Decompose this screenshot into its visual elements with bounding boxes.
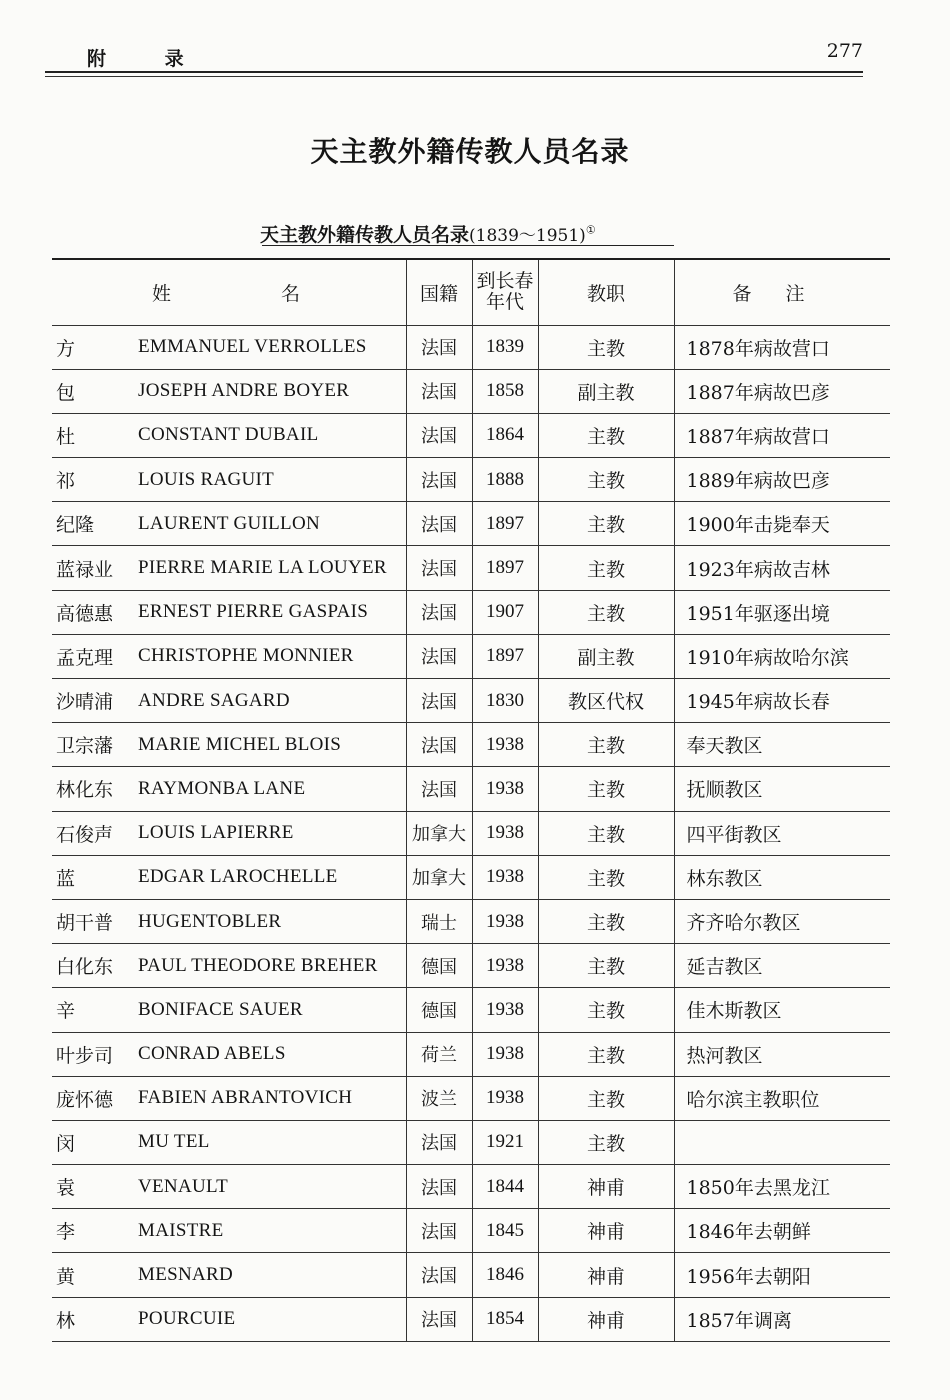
header-arrival-year-line1: 到长春: [476, 271, 534, 293]
cell-western-name: HUGENTOBLER: [138, 899, 406, 943]
cell-western-name: ERNEST PIERRE GASPAIS: [138, 590, 406, 634]
table-row: [52, 546, 890, 590]
cell-arrival-year: 1938: [472, 899, 538, 943]
cell-position: 主教: [538, 811, 674, 855]
table-row: [52, 1253, 890, 1297]
cell-arrival-year: 1845: [472, 1209, 538, 1253]
cell-arrival-year: 1897: [472, 546, 538, 590]
cell-remarks: 1889年病故巴彦: [674, 458, 890, 502]
header-rule: [45, 71, 863, 73]
table-row: [52, 679, 890, 723]
cell-nationality: 法国: [406, 325, 472, 369]
cell-western-name: JOSEPH ANDRE BOYER: [138, 369, 406, 413]
cell-arrival-year: 1830: [472, 679, 538, 723]
cell-position: 主教: [538, 1076, 674, 1120]
cell-remarks: 哈尔滨主教职位: [674, 1076, 890, 1120]
cell-nationality: 法国: [406, 590, 472, 634]
cell-western-name: MAISTRE: [138, 1209, 406, 1253]
cell-western-name: BONIFACE SAUER: [138, 988, 406, 1032]
cell-remarks: 抚顺教区: [674, 767, 890, 811]
cell-position: 主教: [538, 413, 674, 457]
cell-chinese-name: 杜: [52, 413, 138, 457]
cell-chinese-name: 蓝: [52, 855, 138, 899]
cell-arrival-year: 1844: [472, 1165, 538, 1209]
cell-western-name: MESNARD: [138, 1253, 406, 1297]
cell-chinese-name: 林: [52, 1297, 138, 1341]
cell-western-name: PIERRE MARIE LA LOUYER: [138, 546, 406, 590]
cell-western-name: VENAULT: [138, 1165, 406, 1209]
cell-western-name: EMMANUEL VERROLLES: [138, 325, 406, 369]
cell-remarks: 齐齐哈尔教区: [674, 899, 890, 943]
cell-position: 主教: [538, 502, 674, 546]
table-row: [52, 1076, 890, 1120]
cell-western-name: MARIE MICHEL BLOIS: [138, 723, 406, 767]
cell-remarks: [674, 1120, 890, 1164]
cell-remarks: 1945年病故长春: [674, 679, 890, 723]
cell-chinese-name: 纪隆: [52, 502, 138, 546]
cell-western-name: MU TEL: [138, 1120, 406, 1164]
caption-text: 天主教外籍传教人员名录: [260, 224, 470, 246]
cell-chinese-name: 庞怀德: [52, 1076, 138, 1120]
running-title: 附 录: [87, 48, 210, 70]
cell-arrival-year: 1938: [472, 723, 538, 767]
table-caption: [260, 220, 596, 247]
cell-arrival-year: 1938: [472, 855, 538, 899]
cell-western-name: POURCUIE: [138, 1297, 406, 1341]
cell-remarks: 1878年病故营口: [674, 325, 890, 369]
cell-chinese-name: 白化东: [52, 944, 138, 988]
cell-arrival-year: 1854: [472, 1297, 538, 1341]
cell-arrival-year: 1858: [472, 369, 538, 413]
page-number: 277: [826, 40, 863, 62]
cell-position: 主教: [538, 855, 674, 899]
table-row: [52, 1209, 890, 1253]
cell-western-name: CONSTANT DUBAIL: [138, 413, 406, 457]
table-row: [52, 502, 890, 546]
table-row: [52, 723, 890, 767]
cell-chinese-name: 沙晴浦: [52, 679, 138, 723]
cell-position: 神甫: [538, 1165, 674, 1209]
cell-nationality: 法国: [406, 1209, 472, 1253]
caption-underline: [262, 245, 674, 246]
footnote-mark: ①: [585, 223, 596, 237]
cell-nationality: 瑞士: [406, 899, 472, 943]
cell-chinese-name: 辛: [52, 988, 138, 1032]
cell-position: 教区代权: [538, 679, 674, 723]
cell-chinese-name: 包: [52, 369, 138, 413]
cell-arrival-year: 1864: [472, 413, 538, 457]
cell-western-name: CONRAD ABELS: [138, 1032, 406, 1076]
table-row: [52, 1165, 890, 1209]
cell-remarks: 1887年病故营口: [674, 413, 890, 457]
cell-chinese-name: 卫宗藩: [52, 723, 138, 767]
cell-chinese-name: 黄: [52, 1253, 138, 1297]
cell-arrival-year: 1888: [472, 458, 538, 502]
table-row: [52, 1032, 890, 1076]
table-row: [52, 634, 890, 678]
cell-nationality: 法国: [406, 458, 472, 502]
cell-chinese-name: 方: [52, 325, 138, 369]
cell-position: 主教: [538, 590, 674, 634]
cell-position: 主教: [538, 899, 674, 943]
cell-arrival-year: 1907: [472, 590, 538, 634]
cell-chinese-name: 林化东: [52, 767, 138, 811]
cell-western-name: RAYMONBA LANE: [138, 767, 406, 811]
cell-remarks: 延吉教区: [674, 944, 890, 988]
header-remarks: 备注: [674, 259, 890, 325]
cell-nationality: 法国: [406, 1297, 472, 1341]
cell-western-name: CHRISTOPHE MONNIER: [138, 634, 406, 678]
caption-range: (1839～1951): [469, 226, 586, 246]
cell-nationality: 法国: [406, 679, 472, 723]
cell-western-name: ANDRE SAGARD: [138, 679, 406, 723]
cell-nationality: 法国: [406, 1253, 472, 1297]
cell-position: 主教: [538, 944, 674, 988]
cell-position: 副主教: [538, 634, 674, 678]
table-row: [52, 1297, 890, 1341]
cell-chinese-name: 蓝禄业: [52, 546, 138, 590]
cell-position: 神甫: [538, 1253, 674, 1297]
cell-nationality: 加拿大: [406, 855, 472, 899]
cell-remarks: 四平街教区: [674, 811, 890, 855]
cell-nationality: 加拿大: [406, 811, 472, 855]
cell-western-name: PAUL THEODORE BREHER: [138, 944, 406, 988]
cell-remarks: 1850年去黑龙江: [674, 1165, 890, 1209]
cell-position: 主教: [538, 458, 674, 502]
cell-arrival-year: 1897: [472, 634, 538, 678]
cell-position: 主教: [538, 988, 674, 1032]
header-arrival-year-line2: 年代: [485, 292, 524, 314]
cell-arrival-year: 1938: [472, 767, 538, 811]
cell-chinese-name: 祁: [52, 458, 138, 502]
cell-remarks: 1951年驱逐出境: [674, 590, 890, 634]
missionary-table: [52, 258, 890, 1342]
cell-western-name: FABIEN ABRANTOVICH: [138, 1076, 406, 1120]
cell-arrival-year: 1938: [472, 811, 538, 855]
cell-arrival-year: 1938: [472, 944, 538, 988]
header-name: [52, 259, 406, 325]
cell-arrival-year: 1938: [472, 1076, 538, 1120]
cell-nationality: 法国: [406, 634, 472, 678]
header-nationality: 国籍: [406, 259, 472, 325]
cell-remarks: 1900年击毙奉天: [674, 502, 890, 546]
cell-remarks: 1887年病故巴彦: [674, 369, 890, 413]
cell-western-name: EDGAR LAROCHELLE: [138, 855, 406, 899]
cell-arrival-year: 1938: [472, 988, 538, 1032]
cell-nationality: 法国: [406, 413, 472, 457]
cell-chinese-name: 袁: [52, 1165, 138, 1209]
cell-position: 副主教: [538, 369, 674, 413]
cell-arrival-year: 1921: [472, 1120, 538, 1164]
cell-nationality: 法国: [406, 767, 472, 811]
cell-nationality: 法国: [406, 369, 472, 413]
cell-position: 主教: [538, 1120, 674, 1164]
cell-remarks: 林东教区: [674, 855, 890, 899]
cell-remarks: 佳木斯教区: [674, 988, 890, 1032]
cell-position: 神甫: [538, 1209, 674, 1253]
cell-western-name: LAURENT GUILLON: [138, 502, 406, 546]
cell-position: 主教: [538, 767, 674, 811]
table-row: [52, 590, 890, 634]
header-rule-thin: [45, 76, 863, 77]
table-row: [52, 369, 890, 413]
table-row: [52, 458, 890, 502]
cell-western-name: LOUIS LAPIERRE: [138, 811, 406, 855]
cell-remarks: 热河教区: [674, 1032, 890, 1076]
cell-chinese-name: 叶步司: [52, 1032, 138, 1076]
cell-remarks: 1857年调离: [674, 1297, 890, 1341]
cell-chinese-name: 孟克理: [52, 634, 138, 678]
cell-chinese-name: 李: [52, 1209, 138, 1253]
header-name-surname: 姓: [152, 282, 172, 305]
cell-nationality: 法国: [406, 1120, 472, 1164]
table-row: [52, 988, 890, 1032]
header-position: 教职: [538, 259, 674, 325]
cell-remarks: 1923年病故吉林: [674, 546, 890, 590]
header-arrival-year: [472, 259, 538, 325]
cell-position: 主教: [538, 546, 674, 590]
cell-chinese-name: 高德惠: [52, 590, 138, 634]
cell-position: 主教: [538, 723, 674, 767]
cell-remarks: 奉天教区: [674, 723, 890, 767]
table-row: [52, 767, 890, 811]
cell-arrival-year: 1938: [472, 1032, 538, 1076]
table-header-row: [52, 259, 890, 325]
table-row: [52, 413, 890, 457]
cell-nationality: 法国: [406, 502, 472, 546]
table-row: [52, 325, 890, 369]
cell-chinese-name: 石俊声: [52, 811, 138, 855]
page-title: 天主教外籍传教人员名录: [310, 135, 630, 168]
cell-remarks: 1956年去朝阳: [674, 1253, 890, 1297]
cell-position: 主教: [538, 1032, 674, 1076]
cell-position: 神甫: [538, 1297, 674, 1341]
cell-remarks: 1910年病故哈尔滨: [674, 634, 890, 678]
cell-nationality: 荷兰: [406, 1032, 472, 1076]
cell-chinese-name: 胡干普: [52, 899, 138, 943]
table-row: [52, 944, 890, 988]
table-row: [52, 811, 890, 855]
cell-arrival-year: 1897: [472, 502, 538, 546]
cell-western-name: LOUIS RAGUIT: [138, 458, 406, 502]
cell-nationality: 法国: [406, 546, 472, 590]
cell-arrival-year: 1839: [472, 325, 538, 369]
cell-position: 主教: [538, 325, 674, 369]
header-name-given: 名: [281, 282, 301, 305]
cell-nationality: 德国: [406, 988, 472, 1032]
table-row: [52, 899, 890, 943]
cell-nationality: 法国: [406, 1165, 472, 1209]
cell-nationality: 法国: [406, 723, 472, 767]
cell-chinese-name: 闵: [52, 1120, 138, 1164]
cell-nationality: 波兰: [406, 1076, 472, 1120]
table-row: [52, 1120, 890, 1164]
cell-nationality: 德国: [406, 944, 472, 988]
running-header: [45, 38, 863, 74]
table-row: [52, 855, 890, 899]
cell-remarks: 1846年去朝鲜: [674, 1209, 890, 1253]
cell-arrival-year: 1846: [472, 1253, 538, 1297]
